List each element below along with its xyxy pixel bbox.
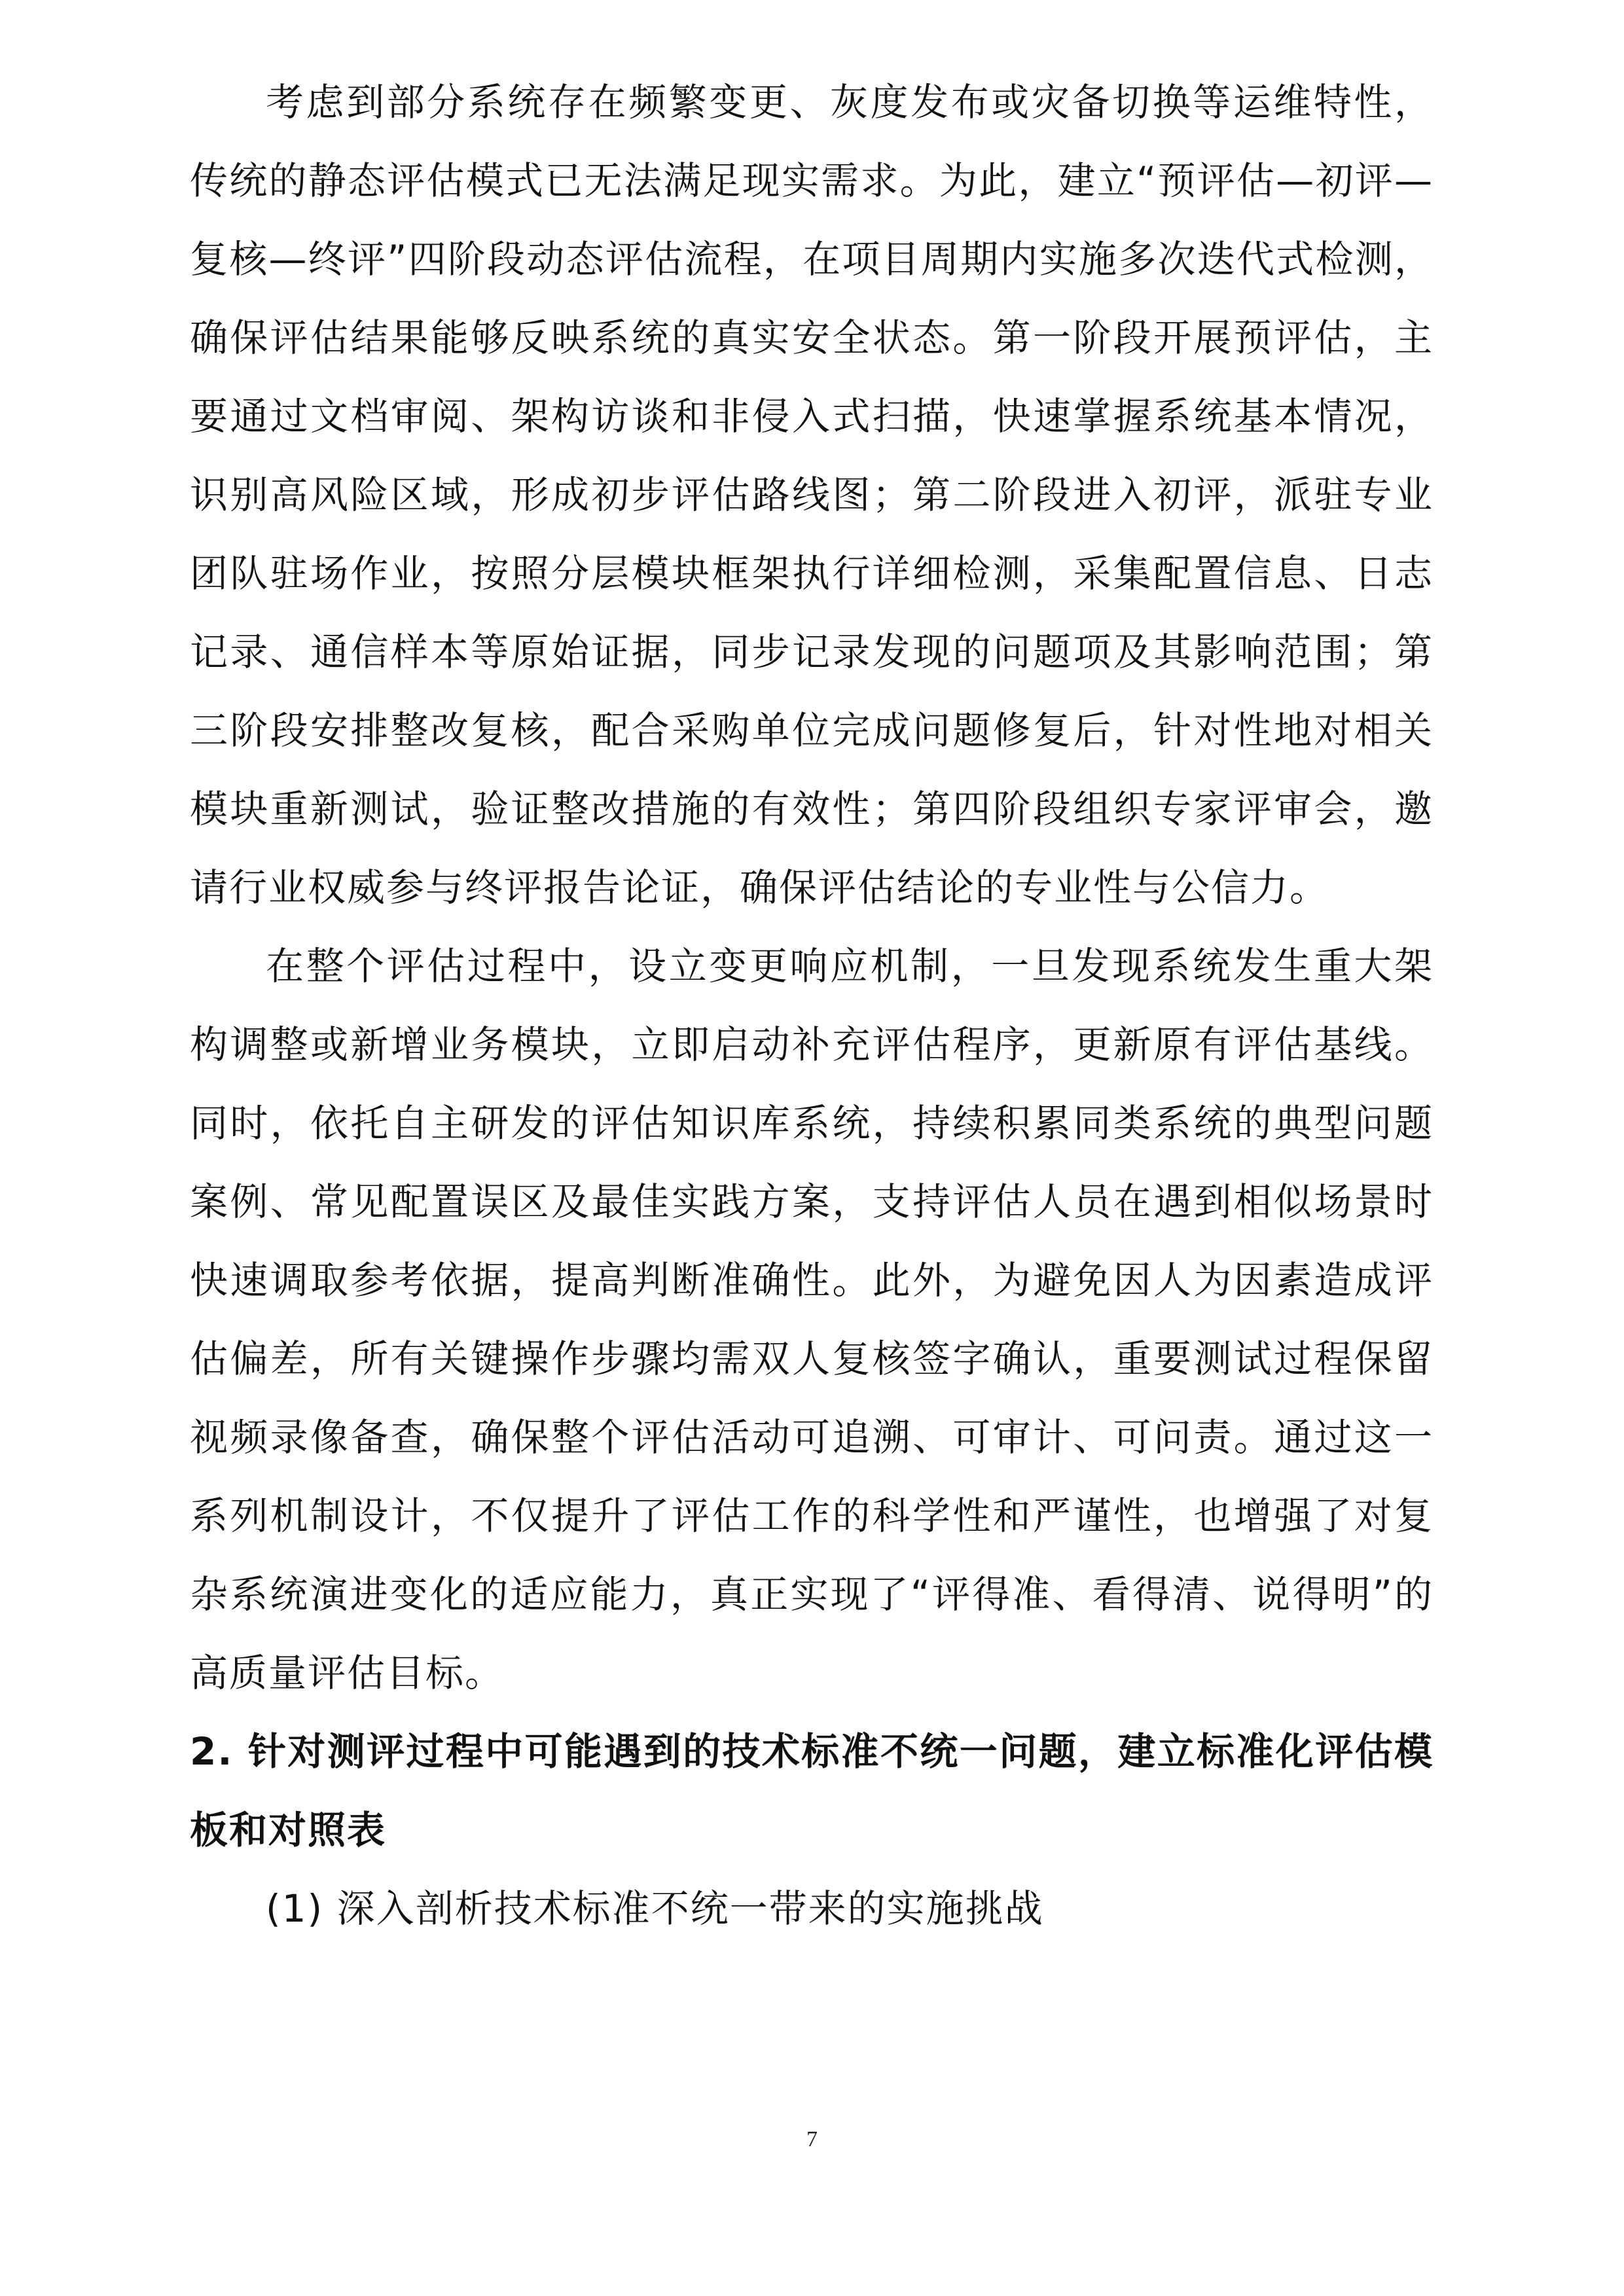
- subsection-heading: (1) 深入剖析技术标准不统一带来的实施挑战: [266, 1886, 1044, 1931]
- document-body: [190, 63, 1434, 1948]
- paragraph-assessment-process: 考虑到部分系统存在频繁变更、灰度发布或灾备切换等运维特性，传统的静态评估模式已无法满足现实需求。为此，建立“预评估—初评—复核—终评”四阶段动态评估流程，在项目周期内实施多次迭代式检测，确保评估结果能够反映系统的真实安全状态。第一阶段开展预评估，主要通过文档审阅、架构访谈和非侵入式扫描，快速掌握系统基本情况，识别高风险区域，形成初步评估路线图；第二阶段进入初评，派驻专业团队驻场作业，按照分层模块框架执行详细检测，采集配置信息、日志记录、通信样本等原始证据，同步记录发现的问题项及其影响范围；第三阶段安排整改复核，配合采购单位完成问题修复后，针对性地对相关模块重新测试，验证整改措施的有效性；第四阶段组织专家评审会，邀请行业权威参与终评报告论证，确保评估结论的专业性与公信力。: [190, 80, 1434, 910]
- section-heading: 2. 针对测评过程中可能遇到的技术标准不统一问题，建立标准化评估模板和对照表: [190, 1729, 1434, 1852]
- paragraph-change-response: 在整个评估过程中，设立变更响应机制，一旦发现系统发生重大架构调整或新增业务模块，立即启动补充评估程序，更新原有评估基线。同时，依托自主研发的评估知识库系统，持续积累同类系统的典型问题案例、常见配置误区及最佳实践方案，支持评估人员在遇到相似场景时快速调取参考依据，提高判断准确性。此外，为避免因人为因素造成评估偏差，所有关键操作步骤均需双人复核签字确认，重要测试过程保留视频录像备查，确保整个评估活动可追溯、可审计、可问责。通过这一系列机制设计，不仅提升了评估工作的科学性和严谨性，也增强了对复杂系统演进变化的适应能力，真正实现了“评得准、看得清、说得明”的高质量评估目标。: [190, 944, 1434, 1695]
- page-number: 7: [806, 2127, 818, 2151]
